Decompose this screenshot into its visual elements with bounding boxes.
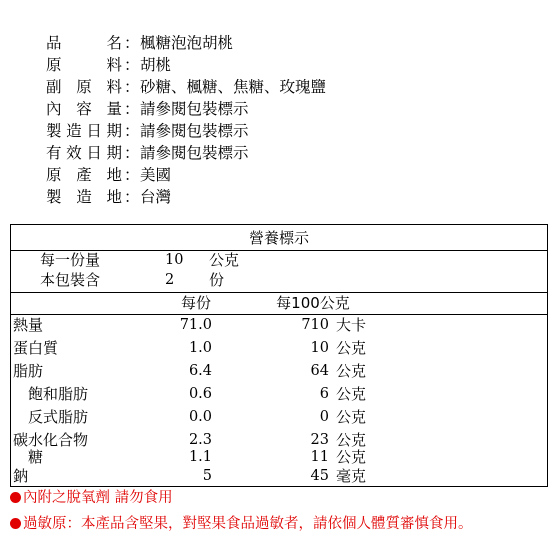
bullet-dot-icon — [10, 518, 21, 529]
info-value: 請參閱包裝標示 — [140, 122, 249, 140]
nutrient-name: 反式脂肪 — [28, 408, 89, 426]
nutrition-table — [10, 224, 548, 487]
nutrient-per-serving: 6.4 — [188, 363, 212, 379]
info-label: 原料 — [46, 56, 122, 74]
nutrient-per-serving: 1.0 — [188, 340, 212, 356]
info-colon: ： — [124, 56, 140, 74]
column-header-per-serving: 每份 — [180, 294, 211, 312]
nutrient-per-100g: 64 — [310, 363, 329, 379]
nutrient-per-100g: 10 — [310, 340, 329, 356]
nutrient-unit: 公克 — [336, 362, 367, 380]
nutrient-per-serving: 5 — [202, 468, 212, 484]
servings-label: 本包裝含 — [40, 271, 101, 289]
info-value: 台灣 — [140, 188, 172, 206]
serving-size-label: 每一份量 — [40, 251, 101, 269]
info-value: 請參閱包裝標示 — [140, 144, 249, 162]
nutrient-unit: 公克 — [336, 448, 367, 466]
info-value: 砂糖、楓糖、焦糖、玫瑰鹽 — [140, 78, 327, 96]
nutrient-name: 碳水化合物 — [13, 431, 89, 449]
nutrient-unit: 公克 — [336, 431, 367, 449]
info-value: 請參閱包裝標示 — [140, 100, 249, 118]
info-colon: ： — [124, 188, 140, 206]
info-colon: ： — [124, 144, 140, 162]
nutrient-unit: 公克 — [336, 408, 367, 426]
info-value: 美國 — [140, 166, 172, 184]
nutrient-name: 飽和脂肪 — [28, 385, 89, 403]
info-label: 副原料 — [46, 78, 122, 96]
bullet-dot-icon — [10, 492, 21, 503]
nutrition-title: 營養標示 — [248, 229, 309, 247]
nutrient-per-100g: 710 — [301, 317, 329, 333]
nutrient-per-100g: 11 — [310, 449, 329, 465]
info-colon: ： — [124, 78, 140, 96]
nutrient-name: 脂肪 — [13, 362, 44, 380]
nutrient-per-serving: 71.0 — [179, 317, 212, 333]
info-label: 原產地 — [46, 166, 122, 184]
info-colon: ： — [124, 166, 140, 184]
servings-unit: 份 — [209, 271, 225, 289]
info-label: 製造地 — [46, 188, 122, 206]
nutrient-unit: 毫克 — [336, 467, 367, 485]
info-label: 內容量 — [46, 100, 122, 118]
nutrient-per-serving: 0.0 — [188, 409, 212, 425]
nutrient-per-serving: 1.1 — [188, 449, 212, 465]
allergen-warning-text: 過敏原：本產品含堅果，對堅果食品過敏者，請依個人體質審慎食用。 — [23, 516, 473, 532]
serving-size-unit: 公克 — [209, 251, 240, 269]
info-colon: ： — [124, 34, 140, 52]
info-value: 胡桃 — [140, 56, 172, 74]
allergen-note — [10, 514, 555, 534]
nutrient-per-serving: 0.6 — [188, 386, 212, 402]
info-colon: ： — [124, 100, 140, 118]
deoxidizer-note — [10, 488, 555, 508]
nutrient-name: 糖 — [28, 448, 44, 466]
info-label: 品名 — [46, 34, 122, 52]
nutrient-unit: 公克 — [336, 385, 367, 403]
nutrient-per-100g: 45 — [310, 468, 329, 484]
nutrient-per-serving: 2.3 — [188, 432, 212, 448]
serving-size-value: 10 — [165, 252, 184, 268]
info-colon: ： — [124, 122, 140, 140]
nutrient-per-100g: 23 — [310, 432, 329, 448]
column-header-per-100g: 每100公克 — [276, 294, 350, 312]
deoxidizer-warning-text: 內附之脫氧劑 請勿食用 — [23, 490, 173, 506]
nutrient-per-100g: 0 — [319, 409, 329, 425]
nutrient-per-100g: 6 — [319, 386, 329, 402]
servings-value: 2 — [165, 272, 175, 288]
nutrient-unit: 公克 — [336, 339, 367, 357]
info-label: 製造日期 — [46, 122, 122, 140]
nutrient-name: 熱量 — [13, 316, 44, 334]
info-value: 楓糖泡泡胡桃 — [140, 34, 234, 52]
nutrient-unit: 大卡 — [336, 316, 367, 334]
info-label: 有效日期 — [46, 144, 122, 162]
nutrient-name: 鈉 — [13, 467, 29, 485]
nutrient-name: 蛋白質 — [13, 339, 59, 357]
